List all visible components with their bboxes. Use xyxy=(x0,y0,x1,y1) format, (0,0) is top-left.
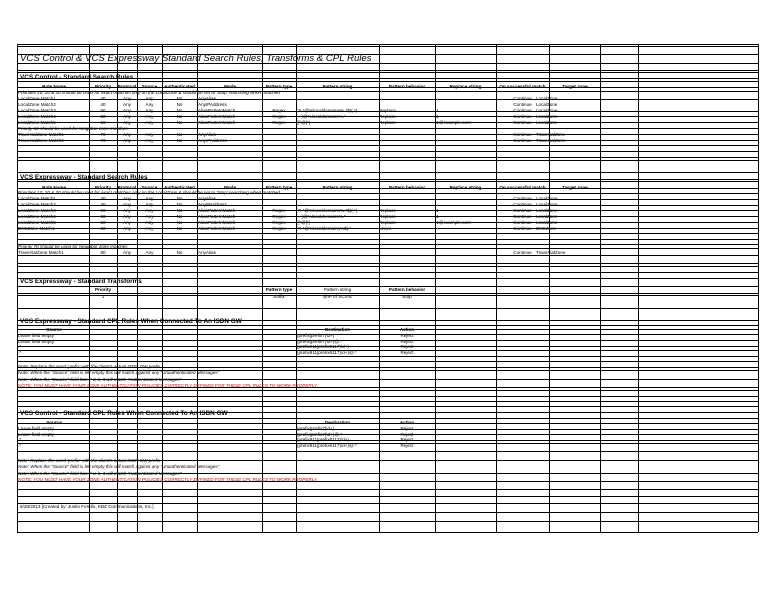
vcs-expressway-cell: TraversalZone Match1 xyxy=(18,250,64,255)
vcs-expressway-cell: 50 xyxy=(100,220,106,225)
vcs-expressway-header: Authenticated xyxy=(164,185,195,190)
cpl-expressway-destination: (prefix|prefix7)\d+)@.* xyxy=(297,338,343,344)
vcs-expressway-cell: LocalZone Match5 xyxy=(18,220,56,225)
vcs-expressway-cell: LocalZone xyxy=(536,202,558,207)
vcs-expressway-cell: 50 xyxy=(100,208,106,213)
vcs-expressway-cell: LocalZone Match1 xyxy=(18,196,56,201)
transform-cell: Strip xyxy=(402,294,412,299)
cpl-control-destination: (prefix|prefix7)\d+)@.* xyxy=(297,431,343,437)
vcs-expressway-cell: Any xyxy=(145,202,154,207)
vcs-control-cell: AnyAlias xyxy=(198,132,216,137)
vcs-control-cell: LocalZone xyxy=(536,108,558,113)
page-title: VCS Control & VCS Expressway Standard Search Rules, Transforms & CPL Rules xyxy=(20,53,372,64)
vcs-expressway-cell: 50 xyxy=(100,214,106,219)
vcs-control-cell: LocalZone xyxy=(536,114,558,119)
vcs-expressway-cell: Any xyxy=(145,208,154,213)
vcs-expressway-cell: LocalZone Match2 xyxy=(18,202,56,207)
vcs-control-cell: AliasPatternMatch xyxy=(198,108,236,113)
vcs-expressway-header: Protocol xyxy=(117,185,137,190)
vcs-control-cell: AnyAlias xyxy=(198,96,216,101)
vcs-control-cell: \1 xyxy=(435,108,439,113)
vcs-expressway-cell: Continue xyxy=(513,208,532,213)
cpl-expressway-warning: NOTE: YOU MUST HAVE YOUR ZONE AUTHENTICATION POLICIES CORRECTLY DEFINED FOR THESE CPL RULES TO WORK PROPERLY xyxy=(18,383,317,389)
vcs-expressway-header: On successful match xyxy=(499,185,546,190)
cpl-control-destination: (prefix911|prefix9117)\d+)@.* xyxy=(297,442,357,448)
vcs-expressway-cell: AliasPatternMatch xyxy=(198,220,236,225)
cpl-control-source: .* xyxy=(18,437,22,443)
vcs-expressway-cell: AliasPatternMatch xyxy=(198,226,236,231)
vcs-control-header: Priority xyxy=(94,84,112,89)
vcs-control-cell: TraversalZone xyxy=(536,138,566,143)
vcs-expressway-header: Pattern string xyxy=(322,185,353,190)
cpl-control-header: Destination xyxy=(324,420,350,425)
vcs-control-cell: No xyxy=(176,138,183,143)
vcs-control-cell: Any xyxy=(123,138,131,143)
vcs-expressway-cell: 80 xyxy=(100,250,106,255)
vcs-expressway-cell: (?!.*@%localdomains%$).* xyxy=(296,226,352,231)
cpl-expressway-destination: (prefix|prefix7)\d+) xyxy=(297,333,335,338)
cpl-expressway-note: Note: Replace the word 'prefix' with the client's actual ISDN GW prefix xyxy=(18,364,161,369)
vcs-expressway-cell: No xyxy=(176,220,183,225)
vcs-expressway-cell: Any xyxy=(145,250,154,255)
cpl-expressway-source: .* xyxy=(18,349,22,355)
vcs-expressway-cell: DNSZone xyxy=(536,226,557,231)
vcs-expressway-cell: Continue xyxy=(513,214,532,219)
vcs-expressway-cell: Any xyxy=(145,214,154,219)
vcs-control-cell: 50 xyxy=(100,114,106,119)
vcs-control-cell: AliasPatternMatch xyxy=(198,120,236,125)
vcs-expressway-cell: No xyxy=(176,208,183,213)
vcs-control-cell: Continue xyxy=(513,102,532,107)
vcs-control-cell: 50 xyxy=(100,120,106,125)
vcs-expressway-cell: Any xyxy=(145,196,154,201)
cpl-control-action: Reject xyxy=(400,442,414,448)
vcs-control-cell: AnyIPAddress xyxy=(198,102,227,107)
vcs-control-header: Protocol xyxy=(117,84,137,89)
vcs-control-cell: TraversalZone Match2 xyxy=(18,138,64,143)
vcs-expressway-cell: Any xyxy=(123,196,131,201)
vcs-expressway-header: Target zone xyxy=(562,185,588,190)
cpl-expressway-header: Source xyxy=(46,327,62,332)
vcs-control-cell: Any xyxy=(145,102,154,107)
vcs-expressway-cell: ([^@]*) xyxy=(296,220,311,225)
vcs-expressway-cell: No xyxy=(176,250,183,255)
cpl-control-action: Reject xyxy=(400,426,414,431)
vcs-expressway-cell: No xyxy=(176,214,183,219)
cpl-expressway-action: Reject xyxy=(400,344,414,350)
vcs-control-cell: LocalZone Match5 xyxy=(18,120,56,125)
cpl-expressway-source: Leave field empty xyxy=(18,333,55,338)
vcs-control-cell: Any xyxy=(145,114,154,119)
vcs-control-cell: 70 xyxy=(100,138,106,143)
vcs-control-header: Pattern string xyxy=(322,84,353,89)
vcs-control-cell: No xyxy=(176,114,183,119)
vcs-expressway-cell: LocalZone Match3 xyxy=(18,208,56,213)
vcs-expressway-cell: AnyAlias xyxy=(198,196,216,201)
vcs-control-cell: Regex xyxy=(272,120,286,125)
cpl-expressway-action: Reject xyxy=(400,338,414,344)
vcs-control-cell: Replace xyxy=(379,108,396,113)
cpl-expressway-header: Action xyxy=(399,327,415,332)
vcs-control-header: Authenticated xyxy=(164,84,195,89)
vcs-expressway-cell: Regex xyxy=(272,208,286,213)
vcs-expressway-cell: 40 xyxy=(100,196,106,201)
vcs-expressway-cell: Continue xyxy=(513,226,532,231)
vcs-expressway-note: Priority 70 should be used for Neighbor zone matches xyxy=(18,244,128,249)
vcs-expressway-header: Mode xyxy=(224,185,236,190)
vcs-control-cell: Any xyxy=(145,96,154,101)
vcs-control-header: On successful match xyxy=(499,84,546,89)
footer-credit: 6/28/2013 [Created by: Justin Ferello, KBZ Communications, Inc.] xyxy=(20,504,154,509)
cpl-control-note: Note: Replace the word 'prefix' with the client's actual ISDN GW prefix xyxy=(18,458,161,463)
vcs-control-header: Target zone xyxy=(562,84,588,89)
cpl-expressway-destination: (prefix911|prefix9117)\d+) xyxy=(297,344,349,350)
vcs-expressway-cell: LocalZone xyxy=(536,214,558,219)
vcs-control-cell: Regex xyxy=(272,114,286,119)
vcs-expressway-cell: AliasPatternMatch xyxy=(198,214,236,219)
vcs-control-header: Source xyxy=(141,84,158,89)
vcs-control-cell: \1@example.com xyxy=(435,120,471,125)
vcs-expressway-cell: Any xyxy=(123,208,131,213)
vcs-control-header: Pattern behavior xyxy=(388,84,426,89)
vcs-control-cell: (?!.*@%localdomains%.*$)(.*) xyxy=(296,108,358,113)
vcs-expressway-header: Rule Name xyxy=(42,185,66,190)
vcs-control-header: Rule Name xyxy=(42,84,66,89)
vcs-expressway-cell: Any xyxy=(123,220,131,225)
vcs-expressway-cell: AnyIPAddress xyxy=(198,202,227,207)
vcs-expressway-cell: (.+)@%localdomains%.* xyxy=(296,214,346,219)
vcs-expressway-cell: Regex xyxy=(272,214,286,219)
vcs-expressway-cell: AnyAlias xyxy=(198,250,216,255)
cpl-control-source: .* xyxy=(18,442,22,448)
cpl-control-header: Action xyxy=(399,420,415,425)
cpl-expressway-destination: (prefix911|prefix9117)\d+)@.* xyxy=(297,349,357,355)
vcs-control-cell: No xyxy=(176,132,183,137)
vcs-expressway-cell: LocalZone xyxy=(536,196,558,201)
vcs-control-cell: 40 xyxy=(100,102,106,107)
vcs-control-cell: AnyIPAddress xyxy=(198,138,227,143)
vcs-control-cell: 70 xyxy=(100,132,106,137)
vcs-control-cell: Any xyxy=(145,108,154,113)
vcs-expressway-cell: \1 xyxy=(435,208,439,213)
vcs-control-cell: Continue xyxy=(513,108,532,113)
transform-header: Priority xyxy=(94,287,112,292)
vcs-expressway-cpl-heading: VCS Expressway - Standard CPL Rules When Connected To An ISDN GW xyxy=(20,318,242,325)
vcs-control-cell: Any xyxy=(145,138,154,143)
vcs-control-cell: \1 xyxy=(435,114,439,119)
cpl-expressway-action: Reject xyxy=(400,349,414,355)
vcs-control-cell: LocalZone Match2 xyxy=(18,102,56,107)
vcs-expressway-cell: No xyxy=(176,226,183,231)
vcs-control-header: Mode xyxy=(224,84,236,89)
vcs-control-cpl-heading: VCS Control - Standard CPL Rules When Connected To An ISDN GW xyxy=(20,410,228,417)
vcs-expressway-cell: \1 xyxy=(435,214,439,219)
vcs-control-cell: LocalZone Match1 xyxy=(18,96,56,101)
vcs-control-cell: 40 xyxy=(100,96,106,101)
vcs-expressway-cell: DNSZone Match1 xyxy=(18,226,55,231)
vcs-expressway-cell: Replace xyxy=(379,220,396,225)
vcs-control-search-rules-heading: VCS Control - Standard Search Rules xyxy=(20,74,134,81)
cpl-expressway-header: Destination xyxy=(324,327,350,332)
vcs-expressway-cell: Any xyxy=(123,250,131,255)
vcs-control-cell: Any xyxy=(123,132,131,137)
cpl-control-destination: (prefix|prefix7)\d+) xyxy=(297,426,335,431)
vcs-control-cell: Any xyxy=(145,132,154,137)
vcs-expressway-search-rules-heading: VCS Expressway - Standard Search Rules xyxy=(20,174,148,181)
vcs-control-cell: Any xyxy=(123,102,131,107)
cpl-expressway-note: Note: When the "Source" field is left empty this will match against any "Unauthenticated Messages" xyxy=(18,370,220,376)
cpl-control-header: Source xyxy=(46,420,62,425)
vcs-control-cell: AliasPatternMatch xyxy=(198,114,236,119)
cpl-control-action: Reject xyxy=(400,431,414,437)
vcs-expressway-cell: 40 xyxy=(100,202,106,207)
vcs-control-cell: TraversalZone Match1 xyxy=(18,132,64,137)
vcs-control-cell: Continue xyxy=(513,138,532,143)
vcs-expressway-header: Replace string xyxy=(449,185,482,190)
vcs-control-cell: Replace xyxy=(379,120,396,125)
transform-cell: Suffix xyxy=(273,294,285,299)
vcs-expressway-cell: Continue xyxy=(513,196,532,201)
transform-header: Pattern string xyxy=(323,287,352,292)
vcs-control-header: Replace string xyxy=(449,84,482,89)
transform-header: Pattern type xyxy=(265,287,293,292)
vcs-control-cell: No xyxy=(176,108,183,113)
vcs-expressway-cell: Leave xyxy=(379,226,392,231)
vcs-expressway-cell: Replace xyxy=(379,208,396,213)
cpl-control-source: Leave field empty xyxy=(18,426,55,431)
vcs-expressway-cell: No xyxy=(176,202,183,207)
vcs-expressway-header: Pattern behavior xyxy=(388,185,426,190)
vcs-control-cell: Continue xyxy=(513,120,532,125)
cpl-control-action: Reject xyxy=(400,437,414,443)
vcs-control-cell: ([^@]*) xyxy=(296,120,311,125)
vcs-control-cell: Continue xyxy=(513,96,532,101)
vcs-expressway-cell: TraversalZone xyxy=(536,250,566,255)
vcs-control-cell: Any xyxy=(123,120,131,125)
vcs-expressway-cell: LocalZone Match4 xyxy=(18,214,56,219)
cpl-control-note: Note: When the "Source" field has .* in it, it will match "Authenticated Messages" xyxy=(18,470,182,476)
vcs-expressway-cell: Regex xyxy=(272,220,286,225)
vcs-expressway-cell: Regex xyxy=(272,226,286,231)
vcs-expressway-cell: \1@example.com xyxy=(435,220,471,225)
vcs-expressway-cell: LocalZone xyxy=(536,208,558,213)
vcs-control-header: Pattern type xyxy=(265,84,293,89)
vcs-control-cell: 50 xyxy=(100,108,106,113)
vcs-control-cell: LocalZone xyxy=(536,102,558,107)
vcs-control-cell: Continue xyxy=(513,114,532,119)
vcs-expressway-cell: Continue xyxy=(513,220,532,225)
transform-cell: 1 xyxy=(101,294,105,299)
vcs-control-cell: No xyxy=(176,102,183,107)
cpl-control-source: Leave field empty xyxy=(18,431,55,437)
vcs-expressway-cell: (?!.*@%localdomains%.*$)(.*) xyxy=(296,208,358,213)
vcs-control-cell: No xyxy=(176,120,183,125)
vcs-control-cell: Any xyxy=(123,108,131,113)
vcs-control-cell: Any xyxy=(145,120,154,125)
vcs-expressway-cell: Replace xyxy=(379,214,396,219)
vcs-control-cell: Regex xyxy=(272,108,286,113)
vcs-expressway-cell: Any xyxy=(123,202,131,207)
vcs-control-cell: LocalZone Match4 xyxy=(18,114,56,119)
vcs-expressway-cell: Any xyxy=(123,214,131,219)
vcs-expressway-cell: Any xyxy=(123,226,131,231)
vcs-expressway-cell: AliasPatternMatch xyxy=(198,208,236,213)
vcs-control-cell: Replace xyxy=(379,114,396,119)
vcs-expressway-cell: No xyxy=(176,196,183,201)
vcs-control-cell: Any xyxy=(123,96,131,101)
vcs-control-cell: TraversalZone xyxy=(536,132,566,137)
vcs-expressway-cell: LocalZone xyxy=(536,220,558,225)
vcs-expressway-cell: 60 xyxy=(100,226,106,231)
vcs-control-cell: Continue xyxy=(513,132,532,137)
cpl-control-warning: NOTE: YOU MUST HAVE YOUR ZONE AUTHENTICATION POLICIES CORRECTLY DEFINED FOR THESE CPL RULES TO WORK PROPERLY xyxy=(18,477,317,483)
vcs-control-cell: Any xyxy=(123,114,131,119)
vcs-expressway-cell: Any xyxy=(145,220,154,225)
vcs-expressway-header: Priority xyxy=(94,185,112,190)
vcs-expressway-transforms-heading: VCS Expressway - Standard Transforms xyxy=(20,278,142,285)
vcs-control-note: Priorities 10, 20 & 30 should be used for exact matches only on the LocalZone & should be set to 'Stop' searching when matched xyxy=(18,90,280,95)
cpl-expressway-source: Leave field empty xyxy=(18,338,55,344)
cpl-expressway-source: .* xyxy=(18,344,22,350)
cpl-control-destination: (prefix911|prefix9117)\d+) xyxy=(297,437,349,443)
cpl-expressway-note: Note: When the "Source" field has .* in it, it will match "Authenticated Messages" xyxy=(18,376,182,382)
vcs-expressway-cell: Continue xyxy=(513,250,532,255)
vcs-control-cell: LocalZone Match3 xyxy=(18,108,56,113)
vcs-control-cell: LocalZone xyxy=(536,96,558,101)
cpl-control-note: Note: When the "Source" field is left empty this will match against any "Unauthenticated Messages" xyxy=(18,464,220,470)
cpl-expressway-action: Reject xyxy=(400,333,414,338)
vcs-control-cell: No xyxy=(176,96,183,101)
vcs-control-cell: LocalZone xyxy=(536,120,558,125)
transform-header: Pattern behavior xyxy=(388,287,426,292)
vcs-control-note: Priority 60 should be used for Neighbor zone matches xyxy=(18,126,128,131)
vcs-expressway-header: Source xyxy=(141,185,158,190)
vcs-expressway-header: Pattern type xyxy=(265,185,293,190)
vcs-expressway-cell: Any xyxy=(145,226,154,231)
transform-cell: @IP of VCS-E xyxy=(322,294,353,299)
vcs-control-cell: (.+)@%localdomains%.* xyxy=(296,114,346,119)
vcs-expressway-cell: Continue xyxy=(513,202,532,207)
vcs-expressway-note: Priorities 10, 20 & 30 should be used for exact matches only on the LocalZone & should be set to 'Stop' searching when matched xyxy=(18,190,280,195)
